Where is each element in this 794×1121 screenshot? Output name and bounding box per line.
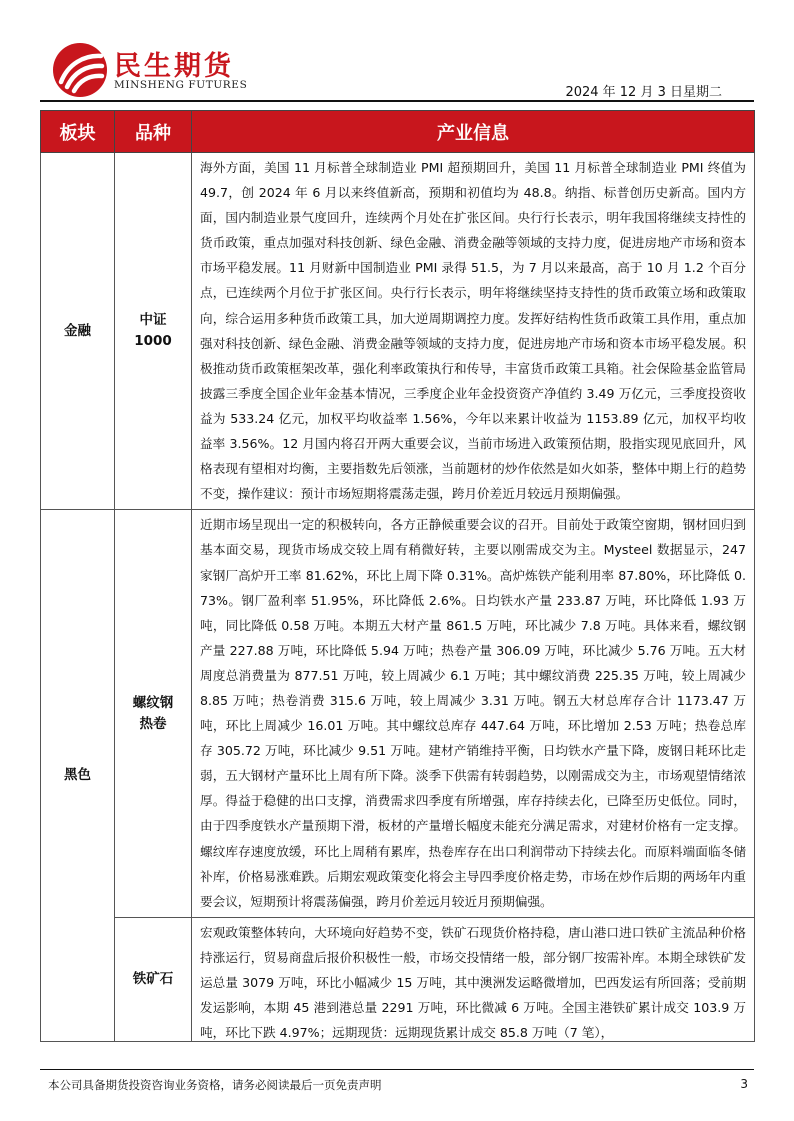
table-header-row	[41, 111, 755, 153]
product-label-line2: 热卷	[139, 715, 167, 732]
table-row	[41, 917, 755, 1041]
footer-divider	[40, 1069, 754, 1070]
column-header-product: 品种	[115, 111, 192, 153]
info-cell	[192, 917, 755, 1041]
info-cell: 海外方面，美国 11 月标普全球制造业 PMI 超预期回升，美国 11 月标普全球制造业 PMI 终值为 49.7，创 2024 年 6 月以来终值新高，预期和初值均为 48.8。纳指、标普创历史新高。国内方面，国内制造业景气度回升，连续两个月处在扩张区间。央行行长表示，明年我国将继续支持性的货币政策，重点加强对科技创新、绿色金融、消费金融等领域的支持力度，促进房地产市场和资本市场平稳发展。11 月财新中国制造业 PMI 录得 51.5，为 7 月以来最高，高于 10 月 1.2 个百分点，已连续两个月位于扩张区间。央行行长表示，明年将继续坚持支持性的货币政策立场和政策取向，综合运用多种货币政策工具，加大逆周期调控力度。发挥好结构性货币政策工具作用，重点加强对科技创新、绿色金融、消费金融等领域的支持力度，促进房地产市场和资本市场平稳发展。积极推动货币政策框架改革，强化利率政策执行和传导，丰富货币政策工具箱。社会保险基金监管局披露三季度全国企业年金基本情况，三季度企业年金投资资产净值约 3.49 万亿元，三季度投资收益为 533.24 亿元，加权平均收益率 1.56%，今年以来累计收益为 1153.89 亿元，加权平均收益率 3.56%。12 月国内将召开两大重要会议，当前市场进入政策预估期，股指实现见底回升，风格表现有望相对均衡，主要指数先后领涨，当前题材的炒作依然是如火如荼，整体中期上行的趋势不变，操作建议：预计市场短期将震荡走强，跨月价差近月较远月预期偏强。	[192, 153, 755, 510]
product-label-line1: 中证	[139, 312, 167, 329]
table-row	[41, 510, 755, 918]
product-label-line1: 铁矿石	[132, 970, 174, 987]
info-cell: 近期市场呈现出一定的积极转向，各方正静候重要会议的召开。目前处于政策空窗期，钢材回归到基本面交易，现货市场成交较上周有稍微好转，主要以刚需成交为主。Mysteel 数据显示，247 家钢厂高炉开工率 81.62%，环比上周下降 0.31%。高炉炼铁产能利用率 87.80%，环比降低 0.73%。钢厂盈利率 51.95%，环比降低 2.6%。日均铁水产量 233.87 万吨，环比降低 1.93 万吨，同比降低 0.58 万吨。本期五大材产量 861.5 万吨，环比减少 7.8 万吨。具体来看，螺纹钢产量 227.88 万吨，环比降低 5.94 万吨；热卷产量 306.09 万吨，环比减少 5.76 万吨。五大材周度总消费量为 877.51 万吨，较上周减少 6.1 万吨；其中螺纹消费 225.35 万吨，较上周减少 8.85 万吨；热卷消费 315.6 万吨，较上周减少 3.31 万吨。钢五大材总库存合计 1173.47 万吨，环比上周减少 16.01 万吨。其中螺纹总库存 447.64 万吨，环比增加 2.53 万吨；热卷总库存 305.72 万吨，环比减少 9.51 万吨。建材产销维持平衡，日均铁水产量下降，废钢日耗环比走弱，五大钢材产量环比上周有所下降。淡季下供需有转弱趋势，以刚需成交为主，市场观望情绪浓厚。得益于稳健的出口支撑，消费需求四季度有所增强，库存持续去化，已降至历史低位。同时，由于四季度铁水产量预期下滑，板材的产量增长幅度未能充分满足需求，对建材价格有一定支撑。螺纹库存速度放缓，环比上周稍有累库，热卷库存在出口利润带动下持续去化。而原料端面临冬储补库，价格易涨难跌。后期宏观政策变化将会主导四季度价格走势，市场在炒作后期的两场年内重要会议，短期预计将震荡偏强，跨月价差远月较近月预期偏强。	[192, 510, 755, 918]
product-cell	[115, 917, 192, 1041]
report-date: 2024 年 12 月 3 日星期二	[565, 85, 722, 100]
brand-name-en: MINSHENG FUTURES	[114, 79, 248, 91]
column-header-sector: 板块	[41, 111, 115, 153]
column-header-info: 产业信息	[192, 111, 755, 153]
sector-cell: 黑色	[41, 510, 115, 1042]
page-header	[0, 0, 794, 100]
header-divider	[40, 100, 754, 102]
product-label-line1: 螺纹钢	[132, 694, 174, 711]
brand-name-cn: 民生期货	[114, 51, 234, 82]
industry-info-table	[40, 110, 755, 1042]
footer-disclaimer: 本公司具备期货投资咨询业务资格，请务必阅读最后一页免责声明	[48, 1078, 382, 1092]
table-row	[41, 153, 755, 510]
minsheng-logo-icon	[52, 42, 108, 98]
product-cell	[115, 153, 192, 510]
sector-cell: 金融	[41, 153, 115, 510]
product-cell	[115, 510, 192, 918]
info-text: 宏观政策整体转向，大环境向好趋势不变，铁矿石现货价格持稳，唐山港口进口铁矿主流品种价格持涨运行，贸易商盘后报价积极性一般，市场交投情绪一般，部分钢厂按需补库。本期全球铁矿发运总量 3079 万吨，环比小幅减少 15 万吨，其中澳洲发运略微增加，巴西发运有所回落；受前期发运影响，本期 45 港到港总量 2291 万吨，环比微减 6 万吨。全国主港铁矿累计成交 103.9 万吨，环比下跌 4.97%；远期现货：远期现货累计成交 85.8 万吨（7 笔），	[200, 924, 746, 1041]
page-number: 3	[740, 1077, 748, 1091]
product-label-line2: 1000	[134, 333, 172, 350]
